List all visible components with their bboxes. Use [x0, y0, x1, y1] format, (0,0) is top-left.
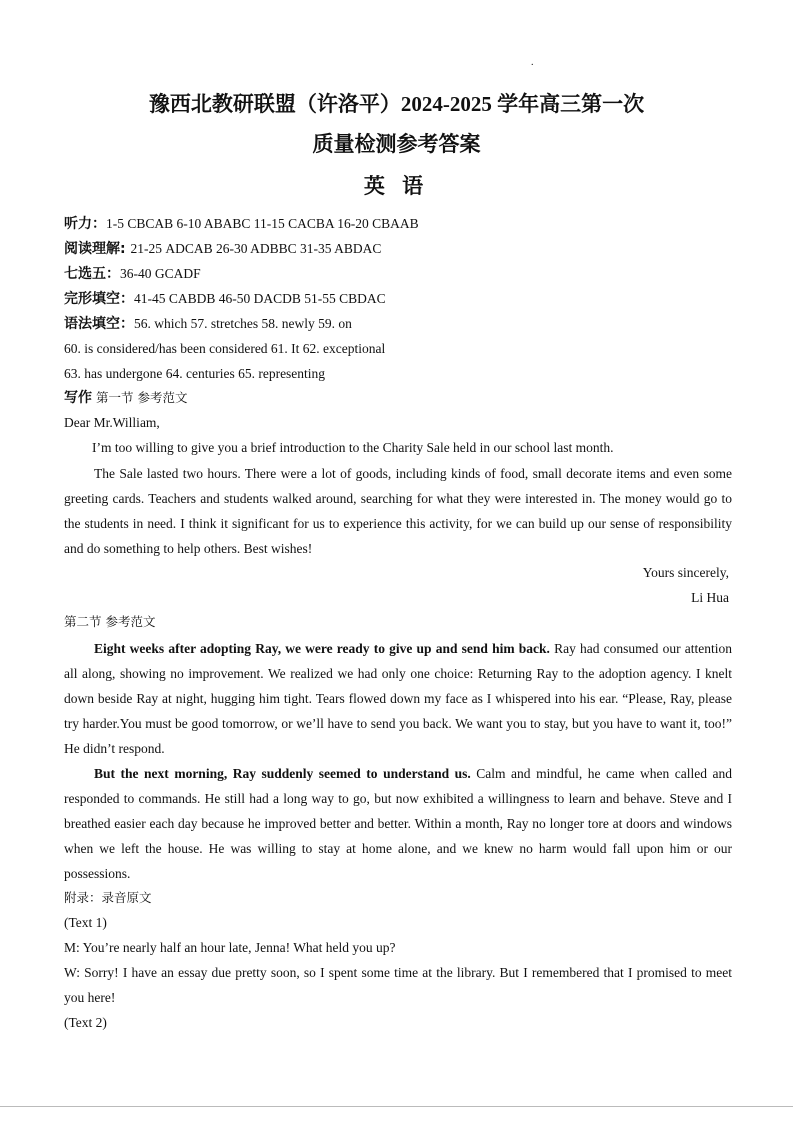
story-p1-body: Ray had consumed our attention all along, showing no improvement. We realized we had only one choice: Returning Ray to the adoption agency. I knelt down beside Ray at night, hugging him tight. Tears flowed down my face as I whispered into his ear. “Please, Ray, please try harder.You must be good tomorrow, or we’ll have to send you back. We want you to stay, but you have to want it, too!” He didn’t respond.	[64, 641, 732, 756]
text2-label: (Text 2)	[64, 1015, 107, 1030]
answer-text: 36-40 GCADF	[120, 266, 201, 281]
answer-label: 完形填空：	[64, 291, 134, 307]
letter-salutation: Dear Mr.William,	[64, 415, 160, 430]
story-paragraph-2	[64, 761, 732, 886]
story-paragraph-1	[64, 636, 732, 761]
answer-cloze	[64, 289, 386, 309]
story-p1-lead: Eight weeks after adopting Ray, we were ready to give up and send him back.	[94, 641, 550, 656]
story-p2-lead: But the next morning, Ray suddenly seemed to understand us.	[94, 766, 471, 781]
text1-man-line: M: You’re nearly half an hour late, Jenna! What held you up?	[64, 940, 396, 955]
writing-label: 写作	[64, 390, 92, 406]
header-dot: .	[531, 57, 534, 68]
answer-label: 语法填空：	[64, 316, 134, 332]
writing-heading	[64, 388, 187, 408]
answer-label: 七选五：	[64, 266, 120, 282]
section1-label: 第一节 参考范文	[92, 390, 188, 405]
answer-listening	[64, 214, 419, 234]
letter-paragraph-2: The Sale lasted two hours. There were a lot of goods, including kinds of food, small decorate items and even some greeting cards. Teachers and students walked around, searching for what they were interested in. The money would go to the students in need. I think it significant for us to experience this activity, for we can build up our sense of responsibility and do something to help others. Best wishes!	[64, 466, 732, 556]
page-bottom-rule	[0, 1106, 793, 1107]
text1-label: (Text 1)	[64, 915, 107, 930]
appendix-label: 附录：录音原文	[64, 890, 152, 905]
story-p2-body: Calm and mindful, he came when called and responded to commands. He still had a long way to go, but now exhibited a willingness to learn and behave. Steve and I breathed easier each day because he improved better and better. Within a month, Ray no longer tore at doors and windows when we left the house. He was willing to stay at home alone, and we knew no harm would fall upon him or our possessions.	[64, 766, 732, 881]
answer-grammar	[64, 314, 352, 334]
section2-label: 第二节 参考范文	[64, 614, 156, 629]
document-title: 豫西北教研联盟（许洛平）2024-2025 学年高三第一次	[148, 92, 645, 116]
grammar-answers-line-3: 63. has undergone 64. centuries 65. representing	[64, 366, 326, 381]
answer-label: 听力：	[64, 216, 106, 232]
answer-text: 56. which 57. stretches 58. newly 59. on	[134, 316, 352, 331]
answer-reading	[64, 239, 381, 259]
answer-seven-choose-five	[64, 264, 201, 284]
letter-signature: Li Hua	[691, 590, 729, 605]
subject-heading: 英 语	[363, 174, 430, 198]
text1-woman-line: W: Sorry! I have an essay due pretty soon, so I spent some time at the library. But I remembered that I promised to meet you here!	[64, 965, 732, 1005]
document-subtitle: 质量检测参考答案	[312, 132, 481, 156]
answer-text: 41-45 CABDB 46-50 DACDB 51-55 CBDAC	[134, 291, 386, 306]
answer-text: 1-5 CBCAB 6-10 ABABC 11-15 CACBA 16-20 CBAAB	[106, 216, 419, 231]
letter-paragraph-1: I’m too willing to give you a brief introduction to the Charity Sale held in our school last month.	[92, 440, 614, 455]
answer-text: 21-25 ADCAB 26-30 ADBBC 31-35 ABDAC	[130, 241, 382, 256]
letter-closing: Yours sincerely,	[642, 565, 729, 580]
grammar-answers-line-2: 60. is considered/has been considered 61. It 62. exceptional	[64, 341, 386, 356]
answer-label: 阅读理解:	[64, 241, 131, 257]
